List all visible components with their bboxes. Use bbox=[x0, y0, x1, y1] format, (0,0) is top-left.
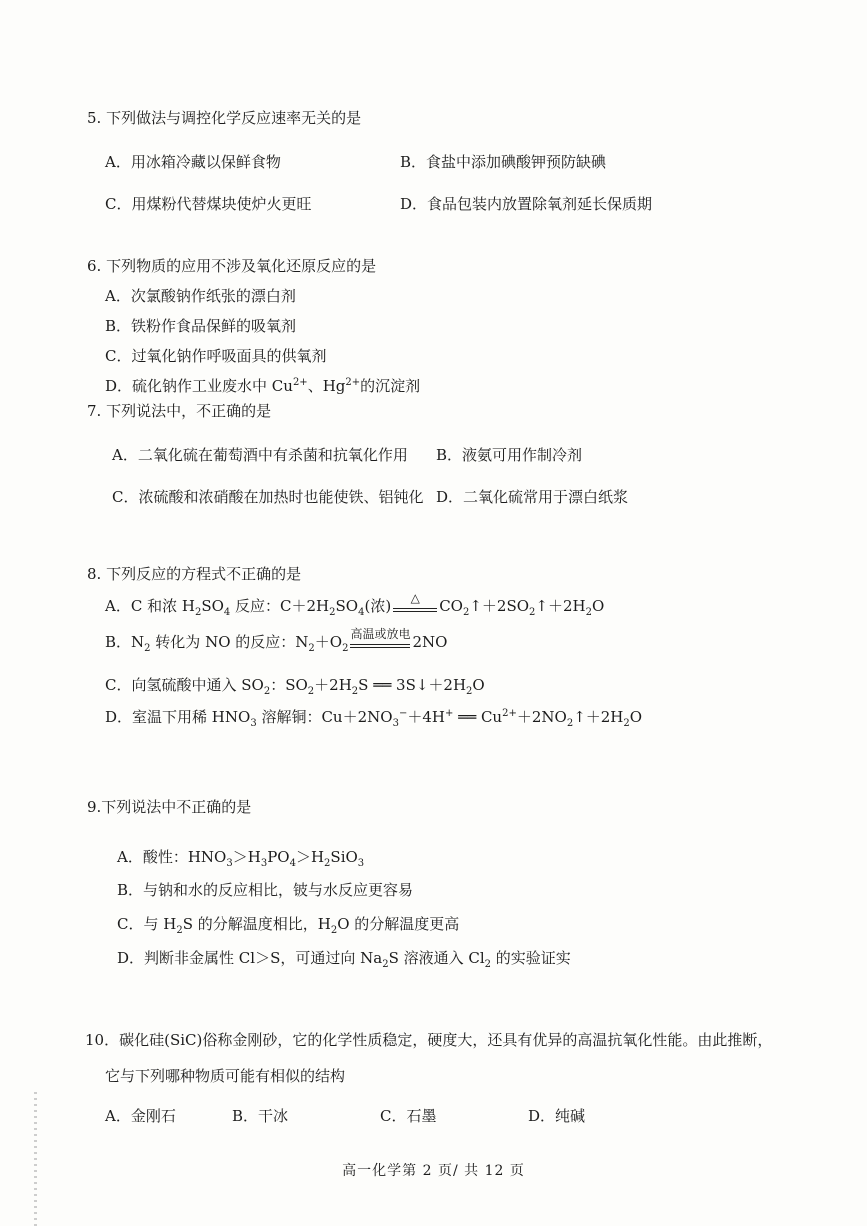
q9-c-mid: S 的分解温度相比，H bbox=[182, 915, 331, 933]
q8-a-label: A．C 和浓 H bbox=[105, 597, 195, 615]
q7-option-a: A．二氧化硫在葡萄酒中有杀菌和抗氧化作用 bbox=[112, 446, 408, 464]
q5-option-c: C．用煤粉代替煤块使炉火更旺 bbox=[105, 195, 312, 213]
q5-option-d: D．食品包装内放置除氧剂延长保质期 bbox=[400, 195, 653, 213]
q8-option-a: A．C 和浓 $H_2SO_4$ 反应：$C+2H_2SO_4$(浓) △ $CO_2↑+2SO_2↑+2H_2O$ bbox=[105, 596, 604, 616]
q5-option-a: A．用冰箱冷藏以保鲜食物 bbox=[105, 153, 281, 171]
q6-d-charge-hg: 2+ bbox=[345, 377, 361, 388]
q8-d-label: D．室温下用稀 HNO bbox=[105, 708, 251, 726]
q6-option-c: C．过氧化钠作呼吸面具的供氧剂 bbox=[105, 347, 327, 365]
q9-option-c: C．与 $H_2S$ 的分解温度相比，$H_2O$ 的分解温度更高 bbox=[117, 915, 460, 936]
q8-stem: 8. 下列反应的方程式不正确的是 bbox=[87, 565, 302, 583]
heat-condition: △ bbox=[410, 591, 420, 605]
reaction-arrow bbox=[393, 591, 437, 612]
q7-stem: 7. 下列说法中，不正确的是 bbox=[87, 402, 272, 420]
q7-option-c: C．浓硫酸和浓硝酸在加热时也能使铁、铝钝化 bbox=[112, 488, 424, 506]
q10-option-d: D．纯碱 bbox=[528, 1107, 586, 1125]
page-footer: 高一化学第 2 页/ 共 12 页 bbox=[342, 1163, 525, 1179]
scan-edge bbox=[34, 1092, 37, 1226]
q8-option-d: D．室温下用稀 $HNO_3$ 溶解铜：$Cu+2NO_3^-+4H^+$ ══ $Cu^{2+}+2NO_2↑+2H_2O$ bbox=[105, 708, 643, 729]
q8-option-c: C．向氢硫酸中通入 $SO_2$：$SO_2+2H_2S$ ══ $3S↓+2H_2O$ bbox=[105, 676, 485, 697]
q5-option-b: B．食盐中添加碘酸钾预防缺碘 bbox=[400, 153, 607, 171]
q6-option-b: B．铁粉作食品保鲜的吸氧剂 bbox=[105, 317, 297, 335]
q9-stem: 9.下列说法中不正确的是 bbox=[87, 798, 252, 816]
q9-d-pre: D．判断非金属性 Cl＞S，可通过向 Na bbox=[117, 949, 383, 967]
q6-d-text: D．硫化钠作工业废水中 Cu bbox=[105, 377, 293, 395]
q6-d-charge-cu: 2+ bbox=[292, 377, 308, 388]
q9-d-end: 的实验证实 bbox=[491, 949, 571, 967]
q8-option-b: B．$N_2$ 转化为 NO 的反应：$N_2+O_2$ 高温或放电 2NO bbox=[105, 632, 447, 652]
q6-d-text-end: 的沉淀剂 bbox=[360, 377, 421, 395]
q6-d-text-hg: 、Hg bbox=[307, 377, 346, 395]
q8-c-label: C．向氢硫酸中通入 SO bbox=[105, 676, 264, 694]
q10-option-b: B．干冰 bbox=[232, 1107, 289, 1125]
q10-stem-line2: 它与下列哪种物质可能有相似的结构 bbox=[105, 1067, 346, 1085]
q7-option-d: D．二氧化硫常用于漂白纸浆 bbox=[436, 488, 629, 506]
q9-option-a: A．酸性：$HNO_3>H_3PO_4>H_2SiO_3$ bbox=[117, 848, 365, 869]
q7-option-b: B．液氨可用作制冷剂 bbox=[436, 446, 583, 464]
reaction-arrow bbox=[350, 627, 411, 648]
q9-option-d: D．判断非金属性 Cl＞S，可通过向 $Na_2S$ 溶液通入 $Cl_2$ 的实验证实 bbox=[117, 949, 571, 970]
q6-option-d bbox=[105, 376, 420, 396]
q9-d-post: S 溶液通入 Cl bbox=[388, 949, 485, 967]
reaction-condition: 高温或放电 bbox=[350, 627, 411, 641]
q8-b-label: B．N bbox=[105, 633, 145, 651]
q9-a-label: A．酸性：HNO bbox=[117, 848, 227, 866]
q9-c-pre: C．与 H bbox=[117, 915, 177, 933]
q6-stem: 6. 下列物质的应用不涉及氧化还原反应的是 bbox=[87, 257, 377, 275]
q9-option-b: B．与钠和水的反应相比，铍与水反应更容易 bbox=[117, 881, 414, 899]
q6-option-a: A．次氯酸钠作纸张的漂白剂 bbox=[105, 287, 296, 305]
q10-stem-line1: 10．碳化硅(SiC)俗称金刚砂，它的化学性质稳定，硬度大，还具有优异的高温抗氧化性能。由此推断， bbox=[85, 1031, 773, 1049]
q5-stem: 5. 下列做法与调控化学反应速率无关的是 bbox=[87, 109, 362, 127]
q8-d-label-post: 溶解铜：Cu＋2NO bbox=[256, 708, 393, 726]
q10-option-c: C．石墨 bbox=[380, 1107, 437, 1125]
q10-option-a: A．金刚石 bbox=[105, 1107, 176, 1125]
q9-c-post: O 的分解温度更高 bbox=[337, 915, 460, 933]
